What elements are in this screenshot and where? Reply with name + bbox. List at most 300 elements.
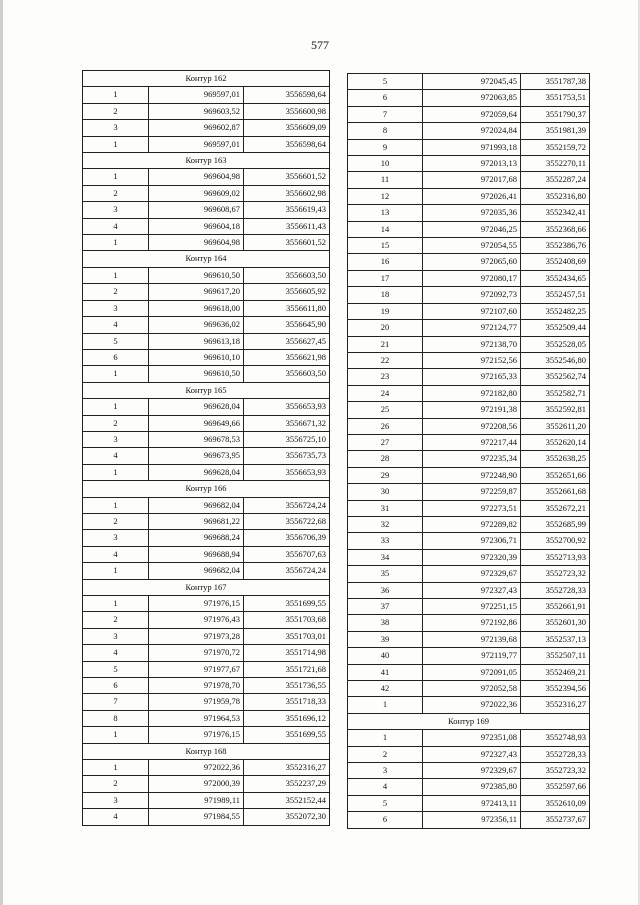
x-coordinate: 972092,73 (423, 287, 521, 303)
point-number: 14 (348, 221, 423, 237)
point-number: 2 (83, 185, 149, 201)
point-number: 1 (83, 727, 149, 743)
x-coordinate: 972327,43 (423, 582, 521, 598)
x-coordinate: 971976,43 (149, 612, 244, 628)
coordinate-row (83, 185, 330, 201)
y-coordinate: 3552685,99 (521, 516, 590, 532)
point-number: 23 (348, 369, 423, 385)
point-number: 1 (83, 464, 149, 480)
point-number: 26 (348, 418, 423, 434)
point-number: 21 (348, 336, 423, 352)
y-coordinate: 3552386,76 (521, 238, 590, 254)
point-number: 3 (83, 431, 149, 447)
y-coordinate: 3552316,27 (521, 697, 590, 713)
coordinate-row (83, 497, 330, 513)
x-coordinate: 972259,87 (423, 484, 521, 500)
point-number: 18 (348, 287, 423, 303)
y-coordinate: 3556653,93 (244, 399, 330, 415)
y-coordinate: 3552582,71 (521, 385, 590, 401)
x-coordinate: 972000,39 (149, 776, 244, 792)
y-coordinate: 3552434,65 (521, 270, 590, 286)
point-number: 1 (83, 169, 149, 185)
x-coordinate: 969688,94 (149, 546, 244, 562)
point-number: 35 (348, 566, 423, 582)
point-number: 34 (348, 549, 423, 565)
point-number: 4 (83, 546, 149, 562)
y-coordinate: 3552159,72 (521, 139, 590, 155)
point-number: 12 (348, 188, 423, 204)
point-number: 15 (348, 238, 423, 254)
contour-title: Контур 166 (83, 481, 330, 497)
point-number: 1 (83, 563, 149, 579)
point-number: 3 (348, 763, 423, 779)
contour-title: Контур 163 (83, 153, 330, 169)
point-number: 42 (348, 681, 423, 697)
y-coordinate: 3552601,30 (521, 615, 590, 631)
x-coordinate: 971964,53 (149, 710, 244, 726)
y-coordinate: 3551714,98 (244, 645, 330, 661)
x-coordinate: 972054,55 (423, 238, 521, 254)
x-coordinate: 969682,04 (149, 497, 244, 513)
y-coordinate: 3552316,80 (521, 188, 590, 204)
point-number: 2 (348, 746, 423, 762)
contour-title: Контур 168 (83, 743, 330, 759)
y-coordinate: 3551981,39 (521, 123, 590, 139)
point-number: 3 (83, 300, 149, 316)
point-number: 5 (83, 661, 149, 677)
x-coordinate: 971973,28 (149, 628, 244, 644)
y-coordinate: 3556603,50 (244, 267, 330, 283)
coordinate-row (83, 399, 330, 415)
x-coordinate: 972329,67 (423, 763, 521, 779)
y-coordinate: 3556598,64 (244, 87, 330, 103)
point-number: 1 (83, 399, 149, 415)
coordinate-row (348, 451, 590, 467)
y-coordinate: 3552562,74 (521, 369, 590, 385)
x-coordinate: 972327,43 (423, 746, 521, 762)
y-coordinate: 3556621,98 (244, 349, 330, 365)
point-number: 10 (348, 156, 423, 172)
y-coordinate: 3552537,13 (521, 631, 590, 647)
coordinate-row (83, 300, 330, 316)
coordinate-row (348, 90, 590, 106)
contour-header-row (83, 382, 330, 398)
coordinate-row (348, 795, 590, 811)
point-number: 32 (348, 516, 423, 532)
x-coordinate: 969628,04 (149, 399, 244, 415)
x-coordinate: 971978,70 (149, 678, 244, 694)
coordinate-row (83, 710, 330, 726)
coordinate-row (83, 267, 330, 283)
point-number: 1 (83, 87, 149, 103)
coordinate-row (83, 136, 330, 152)
coordinate-row (83, 202, 330, 218)
coordinate-row (348, 730, 590, 746)
y-coordinate: 3552287,24 (521, 172, 590, 188)
point-number: 40 (348, 648, 423, 664)
y-coordinate: 3556735,73 (244, 448, 330, 464)
coordinate-row (83, 317, 330, 333)
coordinate-row (83, 776, 330, 792)
y-coordinate: 3552457,51 (521, 287, 590, 303)
coordinate-row (348, 303, 590, 319)
point-number: 5 (348, 74, 423, 90)
scan-left-edge (0, 0, 3, 905)
x-coordinate: 972385,80 (423, 779, 521, 795)
x-coordinate: 972191,38 (423, 402, 521, 418)
point-number: 5 (348, 795, 423, 811)
coordinate-row (348, 467, 590, 483)
x-coordinate: 972165,33 (423, 369, 521, 385)
x-coordinate: 971959,78 (149, 694, 244, 710)
point-number: 20 (348, 320, 423, 336)
x-coordinate: 972251,15 (423, 599, 521, 615)
point-number: 2 (83, 103, 149, 119)
contour-title: Контур 167 (83, 579, 330, 595)
x-coordinate: 971984,55 (149, 809, 244, 825)
y-coordinate: 3551790,37 (521, 106, 590, 122)
coordinate-row (348, 631, 590, 647)
x-coordinate: 972080,17 (423, 270, 521, 286)
y-coordinate: 3556671,32 (244, 415, 330, 431)
contour-header-row (348, 713, 590, 729)
coordinate-row (348, 287, 590, 303)
coordinate-row (348, 139, 590, 155)
x-coordinate: 969610,50 (149, 267, 244, 283)
y-coordinate: 3551699,55 (244, 727, 330, 743)
coordinate-row (348, 205, 590, 221)
coordinate-row (348, 582, 590, 598)
coordinate-row (348, 123, 590, 139)
coordinate-row (83, 333, 330, 349)
x-coordinate: 972192,86 (423, 615, 521, 631)
point-number: 4 (83, 218, 149, 234)
x-coordinate: 972152,56 (423, 352, 521, 368)
point-number: 19 (348, 303, 423, 319)
y-coordinate: 3552528,05 (521, 336, 590, 352)
point-number: 2 (83, 776, 149, 792)
x-coordinate: 972182,80 (423, 385, 521, 401)
x-coordinate: 971970,72 (149, 645, 244, 661)
y-coordinate: 3551736,55 (244, 678, 330, 694)
point-number: 3 (83, 202, 149, 218)
x-coordinate: 972273,51 (423, 500, 521, 516)
coordinate-row (348, 648, 590, 664)
coordinates-table-left (82, 70, 330, 826)
x-coordinate: 969681,22 (149, 513, 244, 529)
y-coordinate: 3556619,43 (244, 202, 330, 218)
y-coordinate: 3556725,10 (244, 431, 330, 447)
point-number: 1 (83, 366, 149, 382)
y-coordinate: 3552546,80 (521, 352, 590, 368)
coordinate-row (83, 694, 330, 710)
coordinate-row (348, 369, 590, 385)
y-coordinate: 3556600,98 (244, 103, 330, 119)
y-coordinate: 3552482,25 (521, 303, 590, 319)
y-coordinate: 3551721,68 (244, 661, 330, 677)
contour-title: Контур 169 (348, 713, 590, 729)
coordinates-table-right (347, 73, 590, 829)
contour-header-row (83, 153, 330, 169)
coordinate-row (83, 530, 330, 546)
point-number: 1 (83, 136, 149, 152)
coordinate-row (83, 760, 330, 776)
y-coordinate: 3552270,11 (521, 156, 590, 172)
coordinate-row (348, 336, 590, 352)
x-coordinate: 969682,04 (149, 563, 244, 579)
y-coordinate: 3556645,90 (244, 317, 330, 333)
x-coordinate: 972138,70 (423, 336, 521, 352)
coordinate-row (348, 533, 590, 549)
x-coordinate: 969649,66 (149, 415, 244, 431)
coordinate-row (348, 566, 590, 582)
point-number: 30 (348, 484, 423, 500)
x-coordinate: 972248,90 (423, 467, 521, 483)
point-number: 41 (348, 664, 423, 680)
y-coordinate: 3551703,68 (244, 612, 330, 628)
point-number: 13 (348, 205, 423, 221)
point-number: 33 (348, 533, 423, 549)
coordinate-row (348, 434, 590, 450)
y-coordinate: 3556605,92 (244, 284, 330, 300)
coordinate-row (348, 106, 590, 122)
x-coordinate: 969628,04 (149, 464, 244, 480)
y-coordinate: 3552610,09 (521, 795, 590, 811)
y-coordinate: 3552700,92 (521, 533, 590, 549)
x-coordinate: 972026,41 (423, 188, 521, 204)
x-coordinate: 972217,44 (423, 434, 521, 450)
point-number: 6 (83, 349, 149, 365)
point-number: 31 (348, 500, 423, 516)
point-number: 1 (83, 267, 149, 283)
contour-title: Контур 164 (83, 251, 330, 267)
x-coordinate: 972235,34 (423, 451, 521, 467)
point-number: 1 (83, 760, 149, 776)
x-coordinate: 972046,25 (423, 221, 521, 237)
y-coordinate: 3552597,66 (521, 779, 590, 795)
coordinate-row (83, 678, 330, 694)
coordinate-row (83, 235, 330, 251)
point-number: 8 (83, 710, 149, 726)
coordinate-row (83, 218, 330, 234)
y-coordinate: 3552737,67 (521, 812, 590, 828)
y-coordinate: 3556611,43 (244, 218, 330, 234)
coordinate-row (348, 74, 590, 90)
point-number: 4 (83, 317, 149, 333)
x-coordinate: 971977,67 (149, 661, 244, 677)
contour-header-row (83, 481, 330, 497)
x-coordinate: 972320,39 (423, 549, 521, 565)
coordinate-row (348, 615, 590, 631)
x-coordinate: 972306,71 (423, 533, 521, 549)
y-coordinate: 3556598,64 (244, 136, 330, 152)
x-coordinate: 969603,52 (149, 103, 244, 119)
coordinate-row (348, 697, 590, 713)
y-coordinate: 3556706,39 (244, 530, 330, 546)
coordinate-row (83, 464, 330, 480)
point-number: 1 (83, 235, 149, 251)
point-number: 1 (83, 497, 149, 513)
contour-header-row (83, 579, 330, 595)
x-coordinate: 972017,68 (423, 172, 521, 188)
x-coordinate: 972065,60 (423, 254, 521, 270)
x-coordinate: 972124,77 (423, 320, 521, 336)
x-coordinate: 972059,64 (423, 106, 521, 122)
y-coordinate: 3552728,33 (521, 582, 590, 598)
coordinate-row (83, 645, 330, 661)
x-coordinate: 969673,95 (149, 448, 244, 464)
point-number: 7 (83, 694, 149, 710)
point-number: 3 (83, 628, 149, 644)
coordinate-row (83, 366, 330, 382)
x-coordinate: 972013,13 (423, 156, 521, 172)
point-number: 27 (348, 434, 423, 450)
y-coordinate: 3556724,24 (244, 497, 330, 513)
x-coordinate: 972119,77 (423, 648, 521, 664)
y-coordinate: 3551696,12 (244, 710, 330, 726)
y-coordinate: 3556707,63 (244, 546, 330, 562)
x-coordinate: 969609,02 (149, 185, 244, 201)
coordinate-row (348, 221, 590, 237)
point-number: 7 (348, 106, 423, 122)
y-coordinate: 3551703,01 (244, 628, 330, 644)
y-coordinate: 3556601,52 (244, 235, 330, 251)
y-coordinate: 3556602,98 (244, 185, 330, 201)
coordinate-row (348, 238, 590, 254)
y-coordinate: 3552620,14 (521, 434, 590, 450)
x-coordinate: 972356,11 (423, 812, 521, 828)
y-coordinate: 3556611,80 (244, 300, 330, 316)
y-coordinate: 3552713,93 (521, 549, 590, 565)
y-coordinate: 3556722,68 (244, 513, 330, 529)
coordinate-row (348, 763, 590, 779)
coordinate-row (348, 188, 590, 204)
contour-title: Контур 165 (83, 382, 330, 398)
coordinate-row (348, 484, 590, 500)
point-number: 2 (83, 284, 149, 300)
y-coordinate: 3556653,93 (244, 464, 330, 480)
page-number: 577 (311, 38, 329, 52)
point-number: 17 (348, 270, 423, 286)
coordinate-row (83, 596, 330, 612)
point-number: 1 (348, 697, 423, 713)
y-coordinate: 3552072,30 (244, 809, 330, 825)
contour-header-row (83, 251, 330, 267)
x-coordinate: 971993,18 (423, 139, 521, 155)
y-coordinate: 3552728,33 (521, 746, 590, 762)
point-number: 38 (348, 615, 423, 631)
x-coordinate: 969678,53 (149, 431, 244, 447)
point-number: 3 (83, 530, 149, 546)
y-coordinate: 3552611,20 (521, 418, 590, 434)
y-coordinate: 3552723,32 (521, 763, 590, 779)
y-coordinate: 3552661,68 (521, 484, 590, 500)
point-number: 39 (348, 631, 423, 647)
y-coordinate: 3552342,41 (521, 205, 590, 221)
coordinate-row (83, 563, 330, 579)
coordinate-row (348, 352, 590, 368)
y-coordinate: 3556724,24 (244, 563, 330, 579)
point-number: 5 (83, 333, 149, 349)
x-coordinate: 969613,18 (149, 333, 244, 349)
coordinate-row (348, 172, 590, 188)
x-coordinate: 969608,67 (149, 202, 244, 218)
y-coordinate: 3552316,27 (244, 760, 330, 776)
coordinate-row (83, 87, 330, 103)
y-coordinate: 3552394,56 (521, 681, 590, 697)
point-number: 6 (348, 90, 423, 106)
coordinate-row (83, 349, 330, 365)
x-coordinate: 971989,11 (149, 792, 244, 808)
coordinate-row (348, 746, 590, 762)
y-coordinate: 3552661,91 (521, 599, 590, 615)
point-number: 1 (83, 596, 149, 612)
coordinate-row (83, 415, 330, 431)
point-number: 2 (83, 513, 149, 529)
coordinate-row (83, 727, 330, 743)
point-number: 36 (348, 582, 423, 598)
y-coordinate: 3556627,45 (244, 333, 330, 349)
x-coordinate: 969604,18 (149, 218, 244, 234)
y-coordinate: 3552368,66 (521, 221, 590, 237)
coordinate-row (348, 402, 590, 418)
coordinate-row (348, 320, 590, 336)
y-coordinate: 3556603,50 (244, 366, 330, 382)
table-body-right (348, 74, 590, 829)
coordinate-row (83, 792, 330, 808)
x-coordinate: 969636,02 (149, 317, 244, 333)
x-coordinate: 969597,01 (149, 87, 244, 103)
y-coordinate: 3552408,69 (521, 254, 590, 270)
coordinate-row (348, 500, 590, 516)
x-coordinate: 972035,36 (423, 205, 521, 221)
point-number: 4 (83, 448, 149, 464)
point-number: 25 (348, 402, 423, 418)
coordinate-row (348, 254, 590, 270)
point-number: 28 (348, 451, 423, 467)
point-number: 4 (83, 645, 149, 661)
point-number: 6 (83, 678, 149, 694)
point-number: 2 (83, 612, 149, 628)
x-coordinate: 969618,00 (149, 300, 244, 316)
coordinate-row (83, 448, 330, 464)
coordinate-row (348, 779, 590, 795)
coordinate-row (83, 284, 330, 300)
coordinate-row (348, 664, 590, 680)
x-coordinate: 972208,56 (423, 418, 521, 434)
coordinate-row (83, 431, 330, 447)
x-coordinate: 969604,98 (149, 169, 244, 185)
point-number: 2 (83, 415, 149, 431)
coordinate-row (348, 549, 590, 565)
point-number: 3 (83, 120, 149, 136)
x-coordinate: 972022,36 (149, 760, 244, 776)
coordinate-row (83, 120, 330, 136)
x-coordinate: 969688,24 (149, 530, 244, 546)
point-number: 4 (83, 809, 149, 825)
y-coordinate: 3552507,11 (521, 648, 590, 664)
x-coordinate: 972052,58 (423, 681, 521, 697)
x-coordinate: 972139,68 (423, 631, 521, 647)
y-coordinate: 3552723,32 (521, 566, 590, 582)
y-coordinate: 3552469,21 (521, 664, 590, 680)
point-number: 16 (348, 254, 423, 270)
coordinate-row (83, 628, 330, 644)
coordinate-row (348, 385, 590, 401)
coordinate-row (348, 156, 590, 172)
x-coordinate: 969617,20 (149, 284, 244, 300)
point-number: 11 (348, 172, 423, 188)
